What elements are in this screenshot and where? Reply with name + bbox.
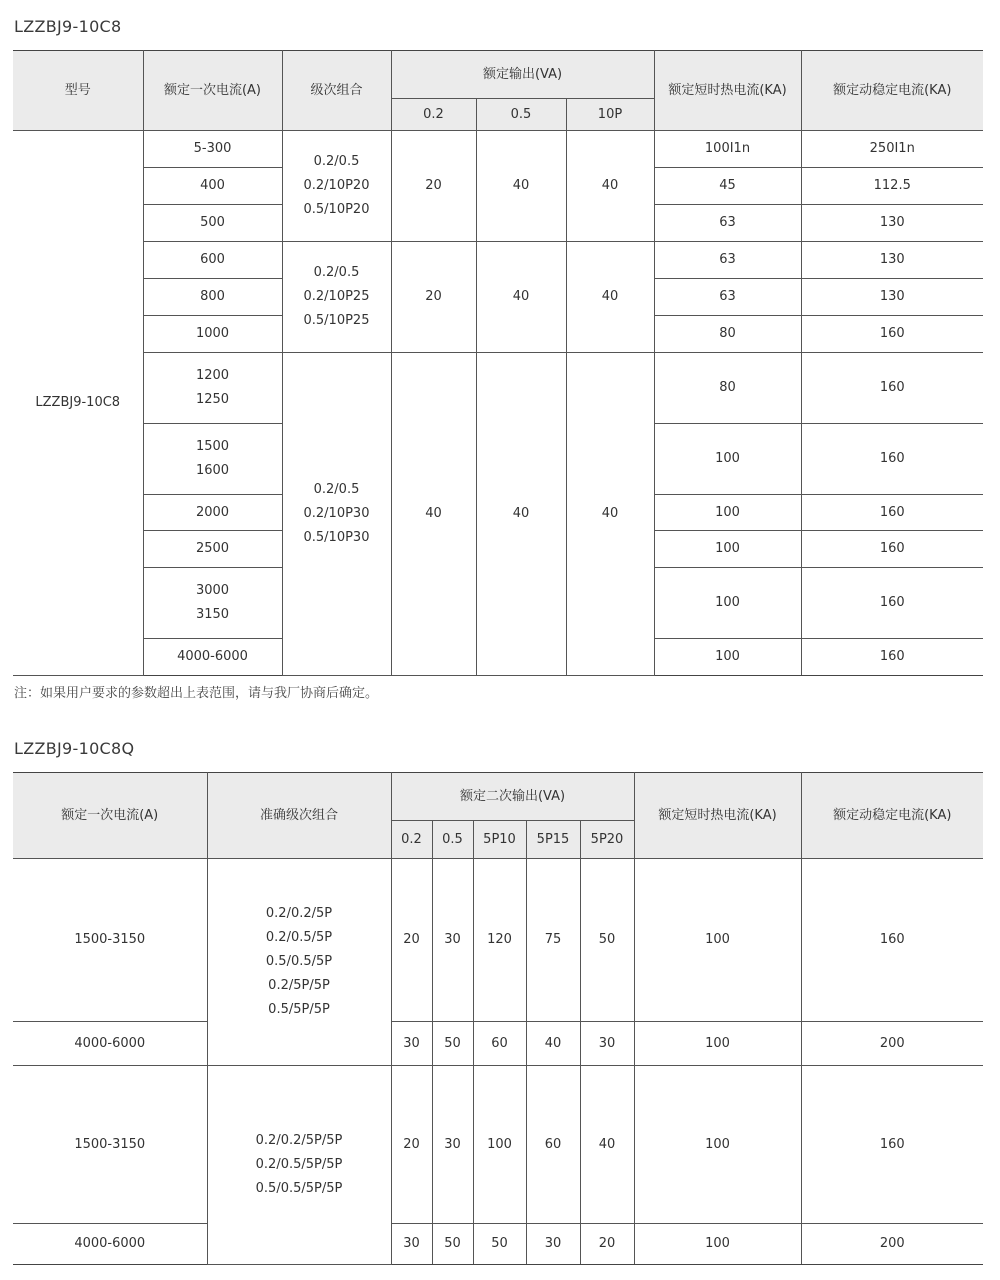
output-0.2-cell: 30 (391, 1224, 432, 1265)
dynamic-current-cell: 250I1n (801, 131, 983, 168)
table2 (13, 772, 983, 1265)
output-5p10-cell: 100 (473, 1066, 526, 1224)
output-0.5-cell: 30 (432, 1066, 473, 1224)
output-0.2-cell: 40 (391, 353, 476, 676)
class-combination-cell: 0.2/0.5 0.2/10P25 0.5/10P25 (282, 242, 391, 353)
output-5p20-cell: 40 (580, 1066, 634, 1224)
output-0.5-cell: 40 (476, 131, 566, 242)
output-5p15-cell: 30 (526, 1224, 580, 1265)
primary-current-cell: 4000-6000 (13, 1224, 207, 1265)
model-cell: LZZBJ9-10C8 (13, 131, 143, 676)
output-0.2-cell: 30 (391, 1022, 432, 1066)
header-thermal-current: 额定短时热电流(KA) (654, 51, 801, 131)
footnote: 注：如果用户要求的参数超出上表范围，请与我厂协商后确定。 (14, 686, 379, 701)
thermal-current-cell: 63 (654, 242, 801, 279)
primary-current-cell: 1500-3150 (13, 859, 207, 1022)
thermal-current-cell: 100 (654, 639, 801, 676)
header-thermal-current: 额定短时热电流(KA) (634, 773, 801, 859)
header-class-combination: 级次组合 (282, 51, 391, 131)
primary-current-cell: 1200 1250 (143, 353, 282, 424)
header-output-0.5: 0.5 (432, 821, 473, 859)
output-5p10-cell: 50 (473, 1224, 526, 1265)
thermal-current-cell: 100 (654, 495, 801, 531)
primary-current-cell: 4000-6000 (143, 639, 282, 676)
header-accuracy-combination: 准确级次组合 (207, 773, 391, 859)
dynamic-current-cell: 200 (801, 1022, 983, 1066)
header-primary-current: 额定一次电流(A) (13, 773, 207, 859)
dynamic-current-cell: 130 (801, 279, 983, 316)
header-primary-current: 额定一次电流(A) (143, 51, 282, 131)
dynamic-current-cell: 160 (801, 531, 983, 568)
output-5p15-cell: 40 (526, 1022, 580, 1066)
output-5p20-cell: 20 (580, 1224, 634, 1265)
primary-current-cell: 2500 (143, 531, 282, 568)
primary-current-cell: 5-300 (143, 131, 282, 168)
dynamic-current-cell: 112.5 (801, 168, 983, 205)
thermal-current-cell: 100 (634, 1066, 801, 1224)
thermal-current-cell: 80 (654, 316, 801, 353)
table2-title: LZZBJ9-10C8Q (14, 739, 135, 758)
thermal-current-cell: 100 (654, 531, 801, 568)
primary-current-cell: 3000 3150 (143, 568, 282, 639)
output-5p15-cell: 75 (526, 859, 580, 1022)
accuracy-combination-cell: 0.2/0.2/5P/5P 0.2/0.5/5P/5P 0.5/0.5/5P/5P (207, 1066, 391, 1265)
output-0.2-cell: 20 (391, 859, 432, 1022)
dynamic-current-cell: 160 (801, 353, 983, 424)
table-row (13, 1022, 983, 1066)
primary-current-cell: 400 (143, 168, 282, 205)
primary-current-cell: 4000-6000 (13, 1022, 207, 1066)
table1 (13, 50, 983, 676)
header-rated-output: 额定输出(VA) (391, 51, 654, 99)
header-output-0.2: 0.2 (391, 821, 432, 859)
header-output-5p15: 5P15 (526, 821, 580, 859)
header-output-0.2: 0.2 (391, 99, 476, 131)
thermal-current-cell: 80 (654, 353, 801, 424)
output-0.5-cell: 50 (432, 1022, 473, 1066)
header-output-5p10: 5P10 (473, 821, 526, 859)
output-0.5-cell: 40 (476, 353, 566, 676)
thermal-current-cell: 100 (654, 568, 801, 639)
thermal-current-cell: 100 (634, 859, 801, 1022)
dynamic-current-cell: 160 (801, 1066, 983, 1224)
dynamic-current-cell: 160 (801, 568, 983, 639)
thermal-current-cell: 100 (654, 424, 801, 495)
output-5p10-cell: 120 (473, 859, 526, 1022)
primary-current-cell: 600 (143, 242, 282, 279)
accuracy-combination-cell: 0.2/0.2/5P 0.2/0.5/5P 0.5/0.5/5P 0.2/5P/5P 0.5/5P/5P (207, 859, 391, 1066)
output-5p20-cell: 50 (580, 859, 634, 1022)
primary-current-cell: 500 (143, 205, 282, 242)
table1-title: LZZBJ9-10C8 (14, 17, 122, 36)
thermal-current-cell: 100 (634, 1224, 801, 1265)
dynamic-current-cell: 160 (801, 316, 983, 353)
primary-current-cell: 2000 (143, 495, 282, 531)
table-row (13, 353, 983, 424)
dynamic-current-cell: 160 (801, 424, 983, 495)
thermal-current-cell: 63 (654, 205, 801, 242)
dynamic-current-cell: 130 (801, 205, 983, 242)
output-5p10-cell: 60 (473, 1022, 526, 1066)
table-row (13, 1066, 983, 1224)
output-5p15-cell: 60 (526, 1066, 580, 1224)
output-10p-cell: 40 (566, 242, 654, 353)
class-combination-cell: 0.2/0.5 0.2/10P30 0.5/10P30 (282, 353, 391, 676)
table-row (13, 242, 983, 279)
table-row (13, 1224, 983, 1265)
output-0.2-cell: 20 (391, 242, 476, 353)
output-0.5-cell: 40 (476, 242, 566, 353)
header-output-10p: 10P (566, 99, 654, 131)
output-0.5-cell: 50 (432, 1224, 473, 1265)
primary-current-cell: 1000 (143, 316, 282, 353)
dynamic-current-cell: 160 (801, 859, 983, 1022)
header-model: 型号 (13, 51, 143, 131)
table-row (13, 131, 983, 168)
dynamic-current-cell: 160 (801, 495, 983, 531)
header-dynamic-current: 额定动稳定电流(KA) (801, 51, 983, 131)
thermal-current-cell: 63 (654, 279, 801, 316)
output-10p-cell: 40 (566, 353, 654, 676)
thermal-current-cell: 45 (654, 168, 801, 205)
header-output-5p20: 5P20 (580, 821, 634, 859)
class-combination-cell: 0.2/0.5 0.2/10P20 0.5/10P20 (282, 131, 391, 242)
thermal-current-cell: 100I1n (654, 131, 801, 168)
output-10p-cell: 40 (566, 131, 654, 242)
primary-current-cell: 800 (143, 279, 282, 316)
dynamic-current-cell: 130 (801, 242, 983, 279)
header-secondary-output: 额定二次输出(VA) (391, 773, 634, 821)
output-5p20-cell: 30 (580, 1022, 634, 1066)
primary-current-cell: 1500-3150 (13, 1066, 207, 1224)
table-row (13, 859, 983, 1022)
output-0.5-cell: 30 (432, 859, 473, 1022)
output-0.2-cell: 20 (391, 131, 476, 242)
header-dynamic-current: 额定动稳定电流(KA) (801, 773, 983, 859)
dynamic-current-cell: 160 (801, 639, 983, 676)
dynamic-current-cell: 200 (801, 1224, 983, 1265)
header-output-0.5: 0.5 (476, 99, 566, 131)
output-0.2-cell: 20 (391, 1066, 432, 1224)
thermal-current-cell: 100 (634, 1022, 801, 1066)
primary-current-cell: 1500 1600 (143, 424, 282, 495)
